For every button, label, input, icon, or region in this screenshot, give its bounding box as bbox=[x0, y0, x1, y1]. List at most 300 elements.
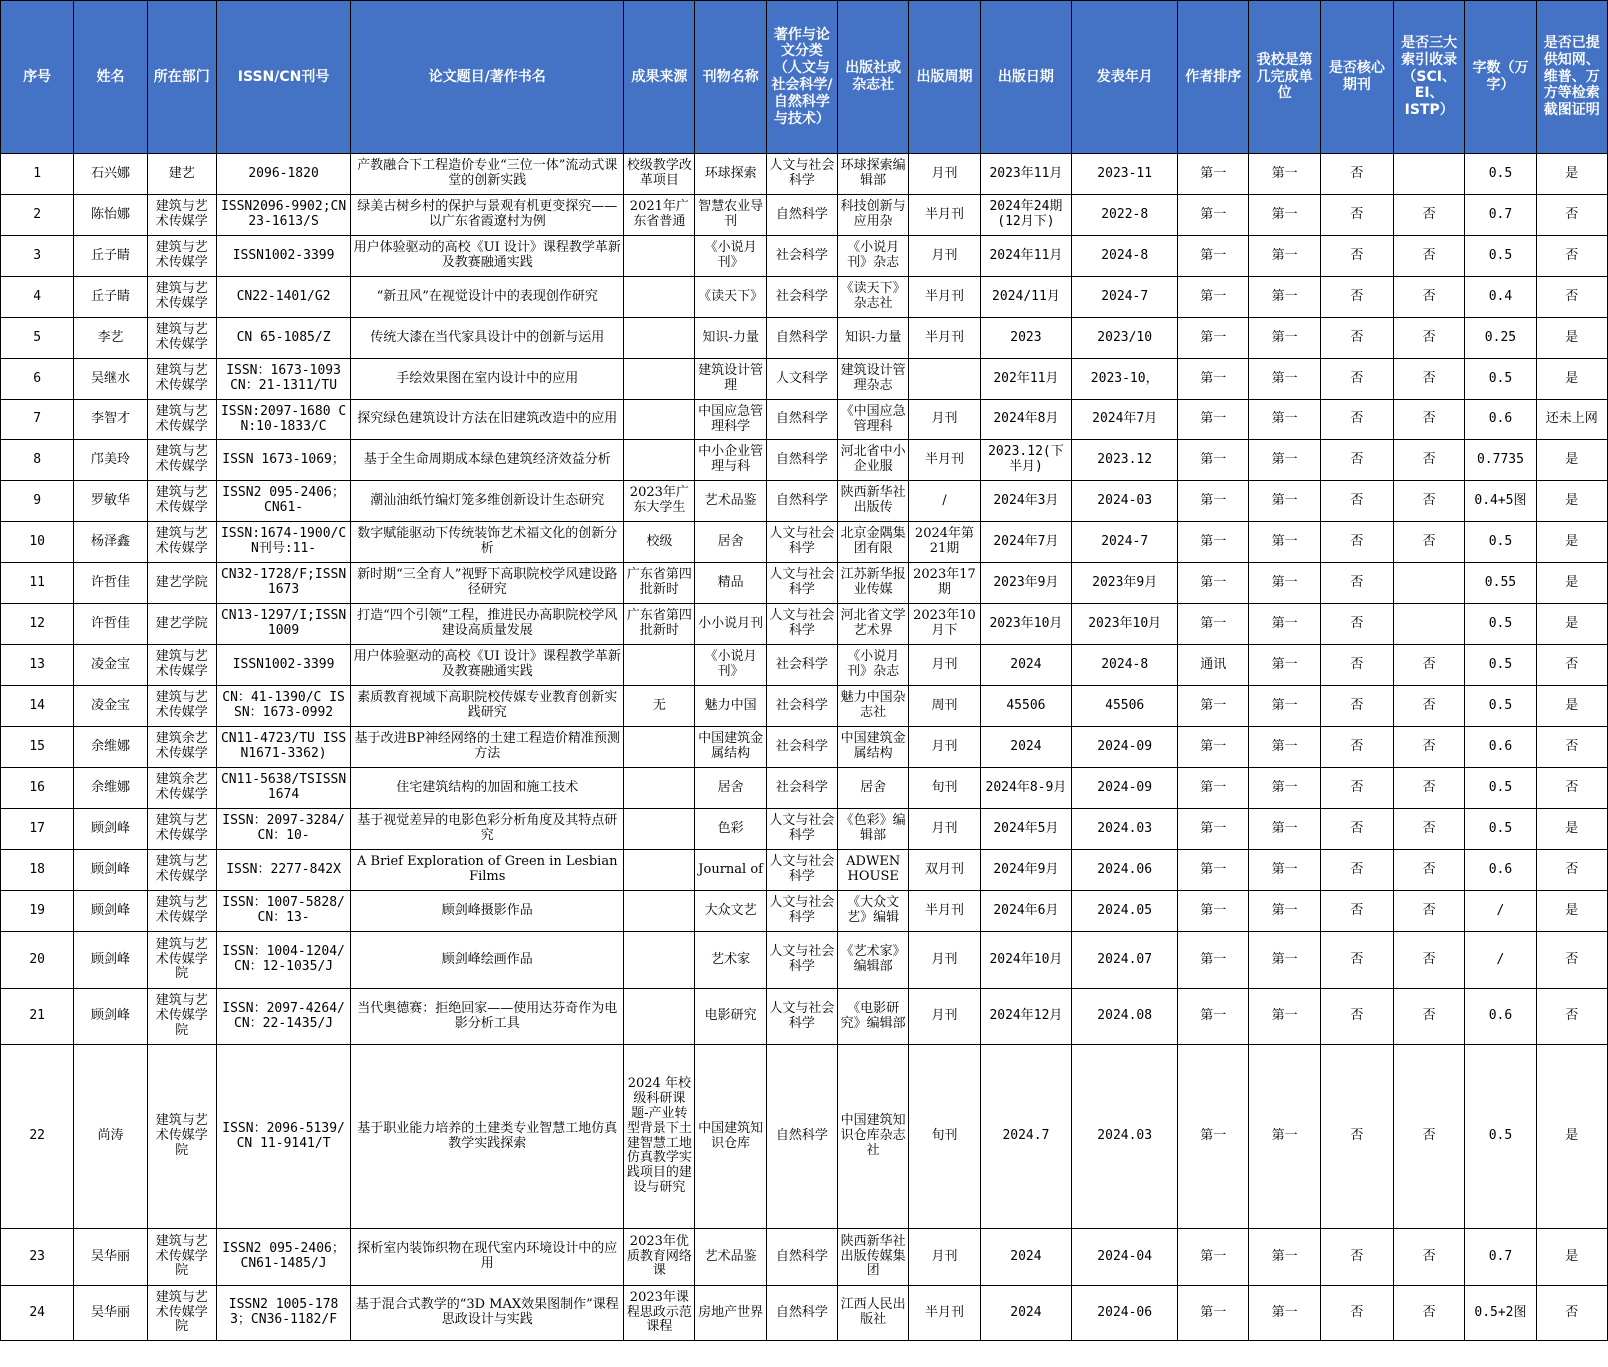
cell-completion-unit: 第一 bbox=[1249, 768, 1320, 809]
cell-completion-unit: 第一 bbox=[1249, 850, 1320, 891]
table-row bbox=[1, 522, 1608, 563]
cell-issn-cn: 2096-1820 bbox=[216, 154, 350, 195]
cell-core-journal: 否 bbox=[1320, 400, 1393, 440]
table-row bbox=[1, 1045, 1608, 1229]
cell-journal: 电影研究 bbox=[695, 989, 766, 1045]
cell-pub-date: 2023.12(下半月) bbox=[980, 440, 1072, 481]
cell-title: 顾剑峰绘画作品 bbox=[351, 932, 624, 989]
cell-screenshot-proof: 是 bbox=[1536, 686, 1607, 727]
cell-journal: 居舍 bbox=[695, 522, 766, 563]
cell-title: 素质教育视域下高职院校传媒专业教育创新实践研究 bbox=[351, 686, 624, 727]
cell-source bbox=[624, 809, 695, 850]
cell-index-inclusion: 否 bbox=[1394, 481, 1465, 522]
cell-department: 建筑与艺术传媒学 bbox=[147, 400, 216, 440]
cell-pub-date: 202年11月 bbox=[980, 359, 1072, 400]
cell-word-count: 0.6 bbox=[1465, 989, 1536, 1045]
cell-pub-month: 2024-04 bbox=[1072, 1229, 1178, 1286]
cell-journal: 中国建筑知识仓库 bbox=[695, 1045, 766, 1229]
cell-category: 人文与社会科学 bbox=[766, 809, 837, 850]
cell-screenshot-proof: 是 bbox=[1536, 318, 1607, 359]
cell-source bbox=[624, 359, 695, 400]
cell-journal: 精品 bbox=[695, 563, 766, 604]
cell-screenshot-proof: 是 bbox=[1536, 563, 1607, 604]
cell-word-count: / bbox=[1465, 891, 1536, 932]
cell-source: 2024 年校级科研课题-产业转型背景下土建智慧工地仿真教学实践项目的建设与研究 bbox=[624, 1045, 695, 1229]
cell-author-order: 第一 bbox=[1178, 400, 1249, 440]
header-row bbox=[1, 1, 1608, 154]
cell-department: 建筑与艺术传媒学 bbox=[147, 645, 216, 686]
cell-index-inclusion: 否 bbox=[1394, 236, 1465, 277]
cell-pub-month: 2023-10， bbox=[1072, 359, 1178, 400]
cell-category: 自然科学 bbox=[766, 1229, 837, 1286]
cell-department: 建艺 bbox=[147, 154, 216, 195]
cell-source: 校级 bbox=[624, 522, 695, 563]
cell-publisher: ADWEN HOUSE bbox=[838, 850, 909, 891]
cell-title: 当代奥德赛：拒绝回家——使用达芬奇作为电影分析工具 bbox=[351, 989, 624, 1045]
cell-title: 基于全生命周期成本绿色建筑经济效益分析 bbox=[351, 440, 624, 481]
cell-name: 凌金宝 bbox=[74, 645, 147, 686]
cell-department: 建筑与艺术传媒学 bbox=[147, 522, 216, 563]
cell-issn-cn: ISSN：1007-5828/CN：13- bbox=[216, 891, 350, 932]
cell-completion-unit: 第一 bbox=[1249, 1045, 1320, 1229]
cell-title: 打造“四个引领”工程，推进民办高职院校学风建设高质量发展 bbox=[351, 604, 624, 645]
cell-author-order: 第一 bbox=[1178, 1229, 1249, 1286]
table-row bbox=[1, 850, 1608, 891]
cell-publisher: 居舍 bbox=[838, 768, 909, 809]
table-row bbox=[1, 686, 1608, 727]
cell-journal: 《小说月刊》 bbox=[695, 645, 766, 686]
cell-core-journal: 否 bbox=[1320, 277, 1393, 318]
cell-author-order: 第一 bbox=[1178, 277, 1249, 318]
cell-title: “新丑风”在视觉设计中的表现创作研究 bbox=[351, 277, 624, 318]
cell-screenshot-proof: 否 bbox=[1536, 277, 1607, 318]
cell-core-journal: 否 bbox=[1320, 1045, 1393, 1229]
header-journal: 刊物名称 bbox=[695, 1, 766, 154]
cell-issn-cn: ISSN2 095-2406；CN61- bbox=[216, 481, 350, 522]
cell-cycle: 旬刊 bbox=[909, 768, 980, 809]
cell-name: 丘子睛 bbox=[74, 236, 147, 277]
cell-issn-cn: CN13-1297/I;ISSN1009 bbox=[216, 604, 350, 645]
cell-category: 自然科学 bbox=[766, 318, 837, 359]
cell-word-count: 0.5 bbox=[1465, 359, 1536, 400]
cell-journal: 知识-力量 bbox=[695, 318, 766, 359]
cell-pub-month: 2024-7 bbox=[1072, 277, 1178, 318]
header-screenshot-proof: 是否已提供知网、维普、万方等检索截图证明 bbox=[1536, 1, 1607, 154]
cell-journal: 房地产世界 bbox=[695, 1286, 766, 1341]
cell-title: 基于改进BP神经网络的土建工程造价精准预测方法 bbox=[351, 727, 624, 768]
cell-word-count: 0.4 bbox=[1465, 277, 1536, 318]
cell-department: 建筑余艺术传媒学 bbox=[147, 727, 216, 768]
cell-screenshot-proof: 否 bbox=[1536, 1286, 1607, 1341]
cell-index-inclusion: 否 bbox=[1394, 1229, 1465, 1286]
cell-publisher: 知识-力量 bbox=[838, 318, 909, 359]
cell-publisher: 《电影研究》编辑部 bbox=[838, 989, 909, 1045]
cell-index-inclusion bbox=[1394, 604, 1465, 645]
cell-screenshot-proof: 否 bbox=[1536, 727, 1607, 768]
cell-index: 16 bbox=[1, 768, 74, 809]
cell-pub-date: 2024年5月 bbox=[980, 809, 1072, 850]
cell-index: 6 bbox=[1, 359, 74, 400]
cell-completion-unit: 第一 bbox=[1249, 563, 1320, 604]
cell-screenshot-proof: 否 bbox=[1536, 850, 1607, 891]
cell-title: 新时期“三全育人”视野下高职院校学风建设路径研究 bbox=[351, 563, 624, 604]
cell-category: 社会科学 bbox=[766, 236, 837, 277]
cell-cycle: 半月刊 bbox=[909, 318, 980, 359]
cell-pub-month: 2024-03 bbox=[1072, 481, 1178, 522]
cell-screenshot-proof: 还未上网 bbox=[1536, 400, 1607, 440]
cell-issn-cn: ISSN1002-3399 bbox=[216, 645, 350, 686]
cell-source: 广东省第四批新时 bbox=[624, 563, 695, 604]
cell-journal: 中小企业管理与科 bbox=[695, 440, 766, 481]
table-row bbox=[1, 400, 1608, 440]
cell-screenshot-proof: 是 bbox=[1536, 359, 1607, 400]
cell-name: 顾剑峰 bbox=[74, 850, 147, 891]
cell-word-count: 0.5+2图 bbox=[1465, 1286, 1536, 1341]
header-source: 成果来源 bbox=[624, 1, 695, 154]
cell-issn-cn: CN：41-1390/C ISSN：1673-0992 bbox=[216, 686, 350, 727]
cell-pub-date: 2024年8月 bbox=[980, 400, 1072, 440]
cell-department: 建筑与艺术传媒学 bbox=[147, 809, 216, 850]
cell-index: 23 bbox=[1, 1229, 74, 1286]
cell-name: 李智才 bbox=[74, 400, 147, 440]
cell-author-order: 通讯 bbox=[1178, 645, 1249, 686]
cell-index-inclusion: 否 bbox=[1394, 727, 1465, 768]
cell-completion-unit: 第一 bbox=[1249, 604, 1320, 645]
cell-title: 基于职业能力培养的土建类专业智慧工地仿真教学实践探索 bbox=[351, 1045, 624, 1229]
cell-screenshot-proof: 是 bbox=[1536, 809, 1607, 850]
cell-core-journal: 否 bbox=[1320, 768, 1393, 809]
cell-title: 用户体验驱动的高校《UI 设计》课程教学革新及教赛融通实践 bbox=[351, 236, 624, 277]
cell-pub-date: 2024 bbox=[980, 645, 1072, 686]
cell-category: 社会科学 bbox=[766, 277, 837, 318]
cell-category: 人文与社会科学 bbox=[766, 850, 837, 891]
cell-cycle: 半月刊 bbox=[909, 891, 980, 932]
cell-title: 用户体验驱动的高校《UI 设计》课程教学革新及教赛融通实践 bbox=[351, 645, 624, 686]
cell-name: 尚涛 bbox=[74, 1045, 147, 1229]
cell-core-journal: 否 bbox=[1320, 891, 1393, 932]
cell-pub-date: 2024年6月 bbox=[980, 891, 1072, 932]
cell-core-journal: 否 bbox=[1320, 932, 1393, 989]
cell-category: 人文与社会科学 bbox=[766, 604, 837, 645]
cell-name: 杨泽鑫 bbox=[74, 522, 147, 563]
cell-name: 余维娜 bbox=[74, 768, 147, 809]
cell-core-journal: 否 bbox=[1320, 604, 1393, 645]
cell-completion-unit: 第一 bbox=[1249, 989, 1320, 1045]
cell-pub-month: 2024.05 bbox=[1072, 891, 1178, 932]
cell-title: 顾剑峰摄影作品 bbox=[351, 891, 624, 932]
cell-index-inclusion: 否 bbox=[1394, 768, 1465, 809]
cell-department: 建筑与艺术传媒学 bbox=[147, 318, 216, 359]
cell-word-count: 0.25 bbox=[1465, 318, 1536, 359]
cell-word-count: / bbox=[1465, 932, 1536, 989]
cell-publisher: 《大众文艺》编辑 bbox=[838, 891, 909, 932]
cell-name: 石兴娜 bbox=[74, 154, 147, 195]
cell-index: 4 bbox=[1, 277, 74, 318]
cell-issn-cn: ISSN 1673-1069； bbox=[216, 440, 350, 481]
table-row bbox=[1, 481, 1608, 522]
cell-source: 2023年广东大学生 bbox=[624, 481, 695, 522]
cell-publisher: 北京金隅集团有限 bbox=[838, 522, 909, 563]
cell-department: 建筑与艺术传媒学 bbox=[147, 891, 216, 932]
cell-completion-unit: 第一 bbox=[1249, 318, 1320, 359]
table-row bbox=[1, 809, 1608, 850]
cell-index: 10 bbox=[1, 522, 74, 563]
cell-word-count: 0.5 bbox=[1465, 686, 1536, 727]
cell-completion-unit: 第一 bbox=[1249, 359, 1320, 400]
cell-department: 建筑与艺术传媒学 bbox=[147, 440, 216, 481]
cell-publisher: 河北省文学艺术界 bbox=[838, 604, 909, 645]
cell-author-order: 第一 bbox=[1178, 481, 1249, 522]
cell-name: 余维娜 bbox=[74, 727, 147, 768]
cell-publisher: 魅力中国杂志社 bbox=[838, 686, 909, 727]
cell-pub-date: 2024年8-9月 bbox=[980, 768, 1072, 809]
cell-title: 数字赋能驱动下传统装饰艺术福文化的创新分析 bbox=[351, 522, 624, 563]
cell-index: 5 bbox=[1, 318, 74, 359]
cell-pub-date: 2024 bbox=[980, 727, 1072, 768]
cell-publisher: 环球探索编辑部 bbox=[838, 154, 909, 195]
cell-source bbox=[624, 727, 695, 768]
cell-index: 9 bbox=[1, 481, 74, 522]
cell-completion-unit: 第一 bbox=[1249, 236, 1320, 277]
table-row bbox=[1, 359, 1608, 400]
cell-pub-date: 45506 bbox=[980, 686, 1072, 727]
cell-cycle: 月刊 bbox=[909, 645, 980, 686]
cell-index-inclusion: 否 bbox=[1394, 522, 1465, 563]
cell-journal: 色彩 bbox=[695, 809, 766, 850]
cell-publisher: 陕西新华社出版传媒集团 bbox=[838, 1229, 909, 1286]
cell-title: 基于视觉差异的电影色彩分析角度及其特点研究 bbox=[351, 809, 624, 850]
cell-screenshot-proof: 是 bbox=[1536, 1229, 1607, 1286]
cell-pub-date: 2024 bbox=[980, 1229, 1072, 1286]
cell-author-order: 第一 bbox=[1178, 318, 1249, 359]
cell-cycle: 双月刊 bbox=[909, 850, 980, 891]
cell-journal: 中国应急管理科学 bbox=[695, 400, 766, 440]
cell-category: 人文与社会科学 bbox=[766, 522, 837, 563]
cell-publisher: 陕西新华社出版传 bbox=[838, 481, 909, 522]
cell-department: 建筑与艺术传媒学 bbox=[147, 236, 216, 277]
cell-screenshot-proof: 否 bbox=[1536, 768, 1607, 809]
cell-core-journal: 否 bbox=[1320, 440, 1393, 481]
cell-journal: 《小说月刊》 bbox=[695, 236, 766, 277]
cell-author-order: 第一 bbox=[1178, 522, 1249, 563]
cell-category: 自然科学 bbox=[766, 481, 837, 522]
cell-department: 建筑与艺术传媒学 bbox=[147, 359, 216, 400]
cell-index-inclusion: 否 bbox=[1394, 686, 1465, 727]
cell-journal: 大众文艺 bbox=[695, 891, 766, 932]
cell-name: 李艺 bbox=[74, 318, 147, 359]
cell-cycle: 月刊 bbox=[909, 989, 980, 1045]
cell-issn-cn: ISSN1002-3399 bbox=[216, 236, 350, 277]
cell-name: 吴继水 bbox=[74, 359, 147, 400]
cell-pub-month: 2023/10 bbox=[1072, 318, 1178, 359]
cell-source bbox=[624, 645, 695, 686]
cell-department: 建筑余艺术传媒学 bbox=[147, 768, 216, 809]
cell-screenshot-proof: 否 bbox=[1536, 989, 1607, 1045]
cell-journal: Journal of bbox=[695, 850, 766, 891]
cell-category: 人文与社会科学 bbox=[766, 989, 837, 1045]
cell-index: 22 bbox=[1, 1045, 74, 1229]
cell-index-inclusion: 否 bbox=[1394, 318, 1465, 359]
cell-journal: 智慧农业导刊 bbox=[695, 195, 766, 236]
cell-title: 探析室内装饰织物在现代室内环境设计中的应用 bbox=[351, 1229, 624, 1286]
cell-pub-month: 2023-11 bbox=[1072, 154, 1178, 195]
cell-index: 13 bbox=[1, 645, 74, 686]
cell-pub-date: 2024年24期(12月下) bbox=[980, 195, 1072, 236]
cell-core-journal: 否 bbox=[1320, 989, 1393, 1045]
cell-core-journal: 否 bbox=[1320, 850, 1393, 891]
header-pub-month: 发表年月 bbox=[1072, 1, 1178, 154]
cell-author-order: 第一 bbox=[1178, 989, 1249, 1045]
cell-issn-cn: ISSN：1673-1093 CN：21-1311/TU bbox=[216, 359, 350, 400]
table-row bbox=[1, 604, 1608, 645]
cell-author-order: 第一 bbox=[1178, 236, 1249, 277]
cell-pub-date: 2023 bbox=[980, 318, 1072, 359]
cell-completion-unit: 第一 bbox=[1249, 809, 1320, 850]
cell-journal: 小小说月刊 bbox=[695, 604, 766, 645]
cell-core-journal: 否 bbox=[1320, 809, 1393, 850]
cell-word-count: 0.5 bbox=[1465, 236, 1536, 277]
cell-title: 传统大漆在当代家具设计中的创新与运用 bbox=[351, 318, 624, 359]
cell-title: 产教融合下工程造价专业“三位一体”流动式课堂的创新实践 bbox=[351, 154, 624, 195]
cell-pub-month: 2022-8 bbox=[1072, 195, 1178, 236]
cell-issn-cn: ISSN：1004-1204/CN：12-1035/J bbox=[216, 932, 350, 989]
cell-cycle: 月刊 bbox=[909, 727, 980, 768]
cell-cycle: 月刊 bbox=[909, 154, 980, 195]
cell-pub-month: 2024.03 bbox=[1072, 809, 1178, 850]
cell-word-count: 0.55 bbox=[1465, 563, 1536, 604]
cell-screenshot-proof: 是 bbox=[1536, 154, 1607, 195]
header-index-inclusion: 是否三大索引收录（SCI、EI、ISTP） bbox=[1394, 1, 1465, 154]
cell-completion-unit: 第一 bbox=[1249, 195, 1320, 236]
cell-department: 建艺学院 bbox=[147, 604, 216, 645]
cell-source bbox=[624, 318, 695, 359]
cell-source: 2023年优质教育网络课 bbox=[624, 1229, 695, 1286]
cell-author-order: 第一 bbox=[1178, 686, 1249, 727]
cell-pub-date: 2024 bbox=[980, 1286, 1072, 1341]
table-row bbox=[1, 236, 1608, 277]
cell-source bbox=[624, 440, 695, 481]
cell-category: 社会科学 bbox=[766, 768, 837, 809]
table-row bbox=[1, 932, 1608, 989]
cell-author-order: 第一 bbox=[1178, 768, 1249, 809]
cell-name: 罗敏华 bbox=[74, 481, 147, 522]
header-author-order: 作者排序 bbox=[1178, 1, 1249, 154]
cell-index-inclusion: 否 bbox=[1394, 989, 1465, 1045]
cell-category: 社会科学 bbox=[766, 686, 837, 727]
cell-pub-date: 2023年10月 bbox=[980, 604, 1072, 645]
cell-completion-unit: 第一 bbox=[1249, 400, 1320, 440]
cell-cycle: 月刊 bbox=[909, 236, 980, 277]
cell-core-journal: 否 bbox=[1320, 645, 1393, 686]
cell-word-count: 0.5 bbox=[1465, 768, 1536, 809]
cell-core-journal: 否 bbox=[1320, 154, 1393, 195]
cell-department: 建艺学院 bbox=[147, 563, 216, 604]
cell-core-journal: 否 bbox=[1320, 195, 1393, 236]
cell-journal: 环球探索 bbox=[695, 154, 766, 195]
cell-index: 18 bbox=[1, 850, 74, 891]
cell-completion-unit: 第一 bbox=[1249, 481, 1320, 522]
cell-core-journal: 否 bbox=[1320, 727, 1393, 768]
table-row bbox=[1, 1229, 1608, 1286]
table-row bbox=[1, 563, 1608, 604]
cell-completion-unit: 第一 bbox=[1249, 1286, 1320, 1341]
cell-word-count: 0.5 bbox=[1465, 604, 1536, 645]
cell-category: 自然科学 bbox=[766, 1045, 837, 1229]
cell-index: 19 bbox=[1, 891, 74, 932]
table-row bbox=[1, 154, 1608, 195]
cell-core-journal: 否 bbox=[1320, 563, 1393, 604]
cell-journal: 居舍 bbox=[695, 768, 766, 809]
cell-issn-cn: CN11-5638/TSISSN1674 bbox=[216, 768, 350, 809]
table-row bbox=[1, 727, 1608, 768]
cell-core-journal: 否 bbox=[1320, 359, 1393, 400]
cell-pub-month: 2024.08 bbox=[1072, 989, 1178, 1045]
cell-publisher: 科技创新与应用杂 bbox=[838, 195, 909, 236]
cell-index: 2 bbox=[1, 195, 74, 236]
table-row bbox=[1, 1286, 1608, 1341]
table-row bbox=[1, 989, 1608, 1045]
cell-word-count: 0.5 bbox=[1465, 154, 1536, 195]
cell-word-count: 0.5 bbox=[1465, 809, 1536, 850]
cell-issn-cn: ISSN2 095-2406；CN61-1485/J bbox=[216, 1229, 350, 1286]
cell-index: 7 bbox=[1, 400, 74, 440]
cell-index-inclusion: 否 bbox=[1394, 440, 1465, 481]
cell-issn-cn: ISSN:1674-1900/CN刊号:11- bbox=[216, 522, 350, 563]
cell-issn-cn: ISSN2096-9902;CN23-1613/S bbox=[216, 195, 350, 236]
cell-cycle: 月刊 bbox=[909, 400, 980, 440]
cell-name: 陈怡娜 bbox=[74, 195, 147, 236]
cell-core-journal: 否 bbox=[1320, 1229, 1393, 1286]
cell-publisher: 《小说月刊》杂志 bbox=[838, 236, 909, 277]
cell-source: 无 bbox=[624, 686, 695, 727]
cell-issn-cn: ISSN2 1005-1783；CN36-1182/F bbox=[216, 1286, 350, 1341]
cell-word-count: 0.6 bbox=[1465, 850, 1536, 891]
cell-index-inclusion: 否 bbox=[1394, 277, 1465, 318]
cell-author-order: 第一 bbox=[1178, 932, 1249, 989]
cell-journal: 建筑设计管理 bbox=[695, 359, 766, 400]
cell-name: 凌金宝 bbox=[74, 686, 147, 727]
cell-journal: 艺术品鉴 bbox=[695, 481, 766, 522]
cell-screenshot-proof: 否 bbox=[1536, 195, 1607, 236]
cell-category: 人文与社会科学 bbox=[766, 563, 837, 604]
header-issn-cn: ISSN/CN刊号 bbox=[216, 1, 350, 154]
cell-index: 1 bbox=[1, 154, 74, 195]
cell-pub-date: 2024.7 bbox=[980, 1045, 1072, 1229]
cell-completion-unit: 第一 bbox=[1249, 1229, 1320, 1286]
cell-cycle: / bbox=[909, 481, 980, 522]
cell-screenshot-proof: 是 bbox=[1536, 1045, 1607, 1229]
table-header bbox=[1, 1, 1608, 154]
cell-cycle: 周刊 bbox=[909, 686, 980, 727]
cell-index-inclusion: 否 bbox=[1394, 891, 1465, 932]
cell-issn-cn: CN 65-1085/Z bbox=[216, 318, 350, 359]
cell-cycle: 半月刊 bbox=[909, 440, 980, 481]
header-pub-date: 出版日期 bbox=[980, 1, 1072, 154]
cell-source bbox=[624, 400, 695, 440]
cell-screenshot-proof: 否 bbox=[1536, 645, 1607, 686]
cell-source: 广东省第四批新时 bbox=[624, 604, 695, 645]
cell-pub-month: 2023.12 bbox=[1072, 440, 1178, 481]
cell-publisher: 中国建筑知识仓库杂志社 bbox=[838, 1045, 909, 1229]
cell-index-inclusion: 否 bbox=[1394, 809, 1465, 850]
cell-word-count: 0.6 bbox=[1465, 727, 1536, 768]
cell-cycle: 月刊 bbox=[909, 809, 980, 850]
cell-category: 自然科学 bbox=[766, 1286, 837, 1341]
cell-department: 建筑与艺术传媒学 bbox=[147, 686, 216, 727]
cell-issn-cn: ISSN：2097-4264/CN：22-1435/J bbox=[216, 989, 350, 1045]
cell-source bbox=[624, 850, 695, 891]
cell-author-order: 第一 bbox=[1178, 359, 1249, 400]
